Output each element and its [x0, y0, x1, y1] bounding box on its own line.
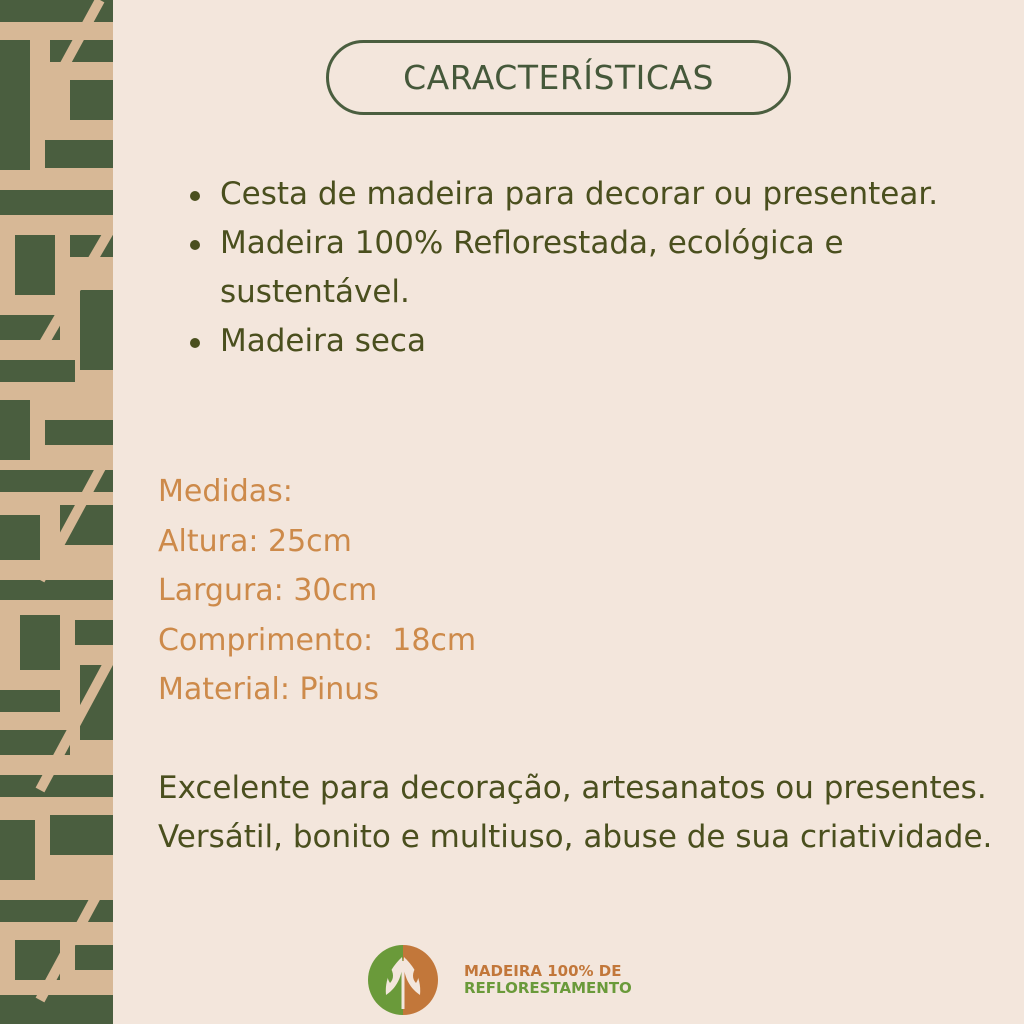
- title-badge: [326, 40, 791, 115]
- brand-line-1: MADEIRA 100% DE: [464, 962, 622, 980]
- measurements-heading: Medidas:: [158, 474, 293, 509]
- material-value: Material: Pinus: [158, 672, 379, 707]
- features-list: [186, 170, 986, 366]
- brand-name: [464, 963, 632, 997]
- feature-item: Madeira 100% Reflorestada, ecológica e sustentável.: [186, 219, 986, 317]
- product-description: Excelente para decoração, artesanatos ou presentes. Versátil, bonito e multiuso, abuse de sua criatividade.: [158, 770, 993, 855]
- width-value: Largura: 30cm: [158, 573, 378, 608]
- height-value: Altura: 25cm: [158, 523, 352, 559]
- feature-item: Cesta de madeira para decorar ou presentear.: [186, 170, 986, 219]
- feature-item: Madeira seca: [186, 317, 986, 366]
- decorative-pattern-strip: [0, 0, 113, 1024]
- page-title: CARACTERÍSTICAS: [403, 58, 714, 97]
- brand-line-2: REFLORESTAMENTO: [464, 979, 632, 997]
- measurements-block: [158, 467, 658, 715]
- leaf-logo-icon: [366, 943, 440, 1017]
- length-value: Comprimento: 18cm: [158, 622, 477, 658]
